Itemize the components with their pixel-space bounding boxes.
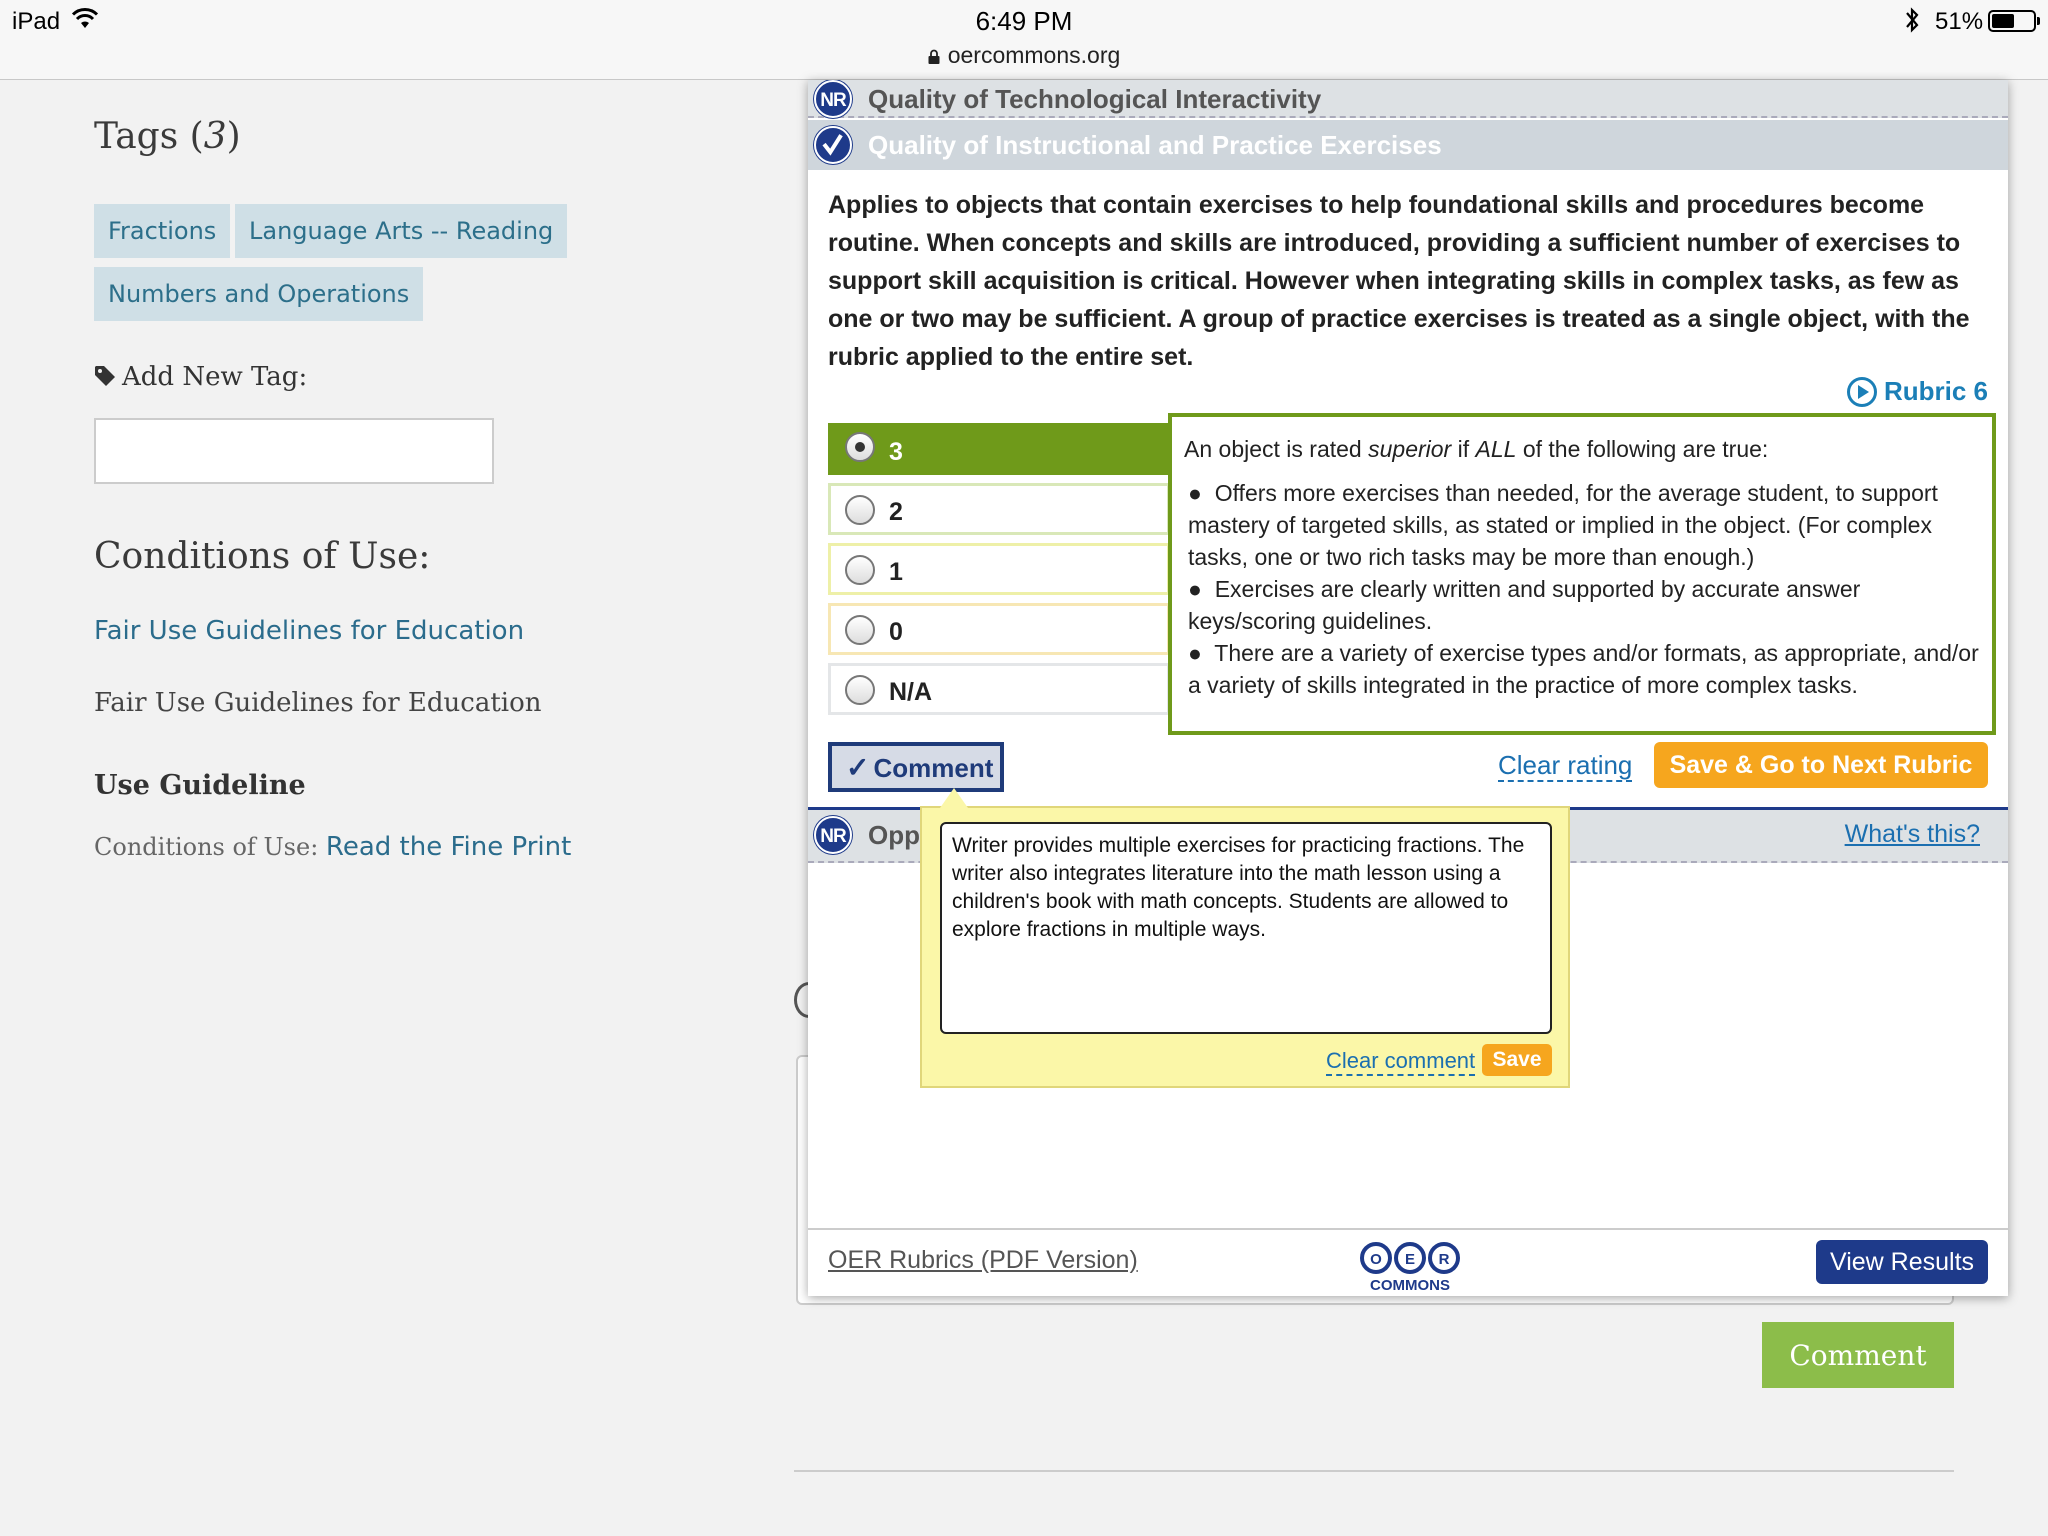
not-rated-badge: NR: [814, 80, 852, 118]
radio-button[interactable]: [845, 675, 875, 705]
rating-option-3[interactable]: 3: [828, 423, 1170, 475]
radio-button[interactable]: [845, 615, 875, 645]
criteria-bullet: ● Exercises are clearly written and supported by accurate answer keys/scoring guidelines.: [1188, 576, 1861, 634]
lock-icon: [928, 49, 940, 64]
rating-option-1[interactable]: 1: [828, 543, 1170, 595]
add-tag-label: Add New Tag:: [94, 362, 307, 392]
rating-option-0[interactable]: 0: [828, 603, 1170, 655]
popover-notch: [940, 788, 968, 808]
rating-option-na[interactable]: N/A: [828, 663, 1170, 715]
add-tag-input[interactable]: [94, 418, 494, 484]
rubric-title-instructional: Quality of Instructional and Practice Exercises: [868, 130, 1442, 160]
logo-letter-o: O: [1370, 1251, 1382, 1268]
conditions-heading: Conditions of Use:: [94, 536, 431, 577]
conditions-of-use-line: Conditions of Use: Read the Fine Print: [94, 832, 572, 862]
clock: 6:49 PM: [975, 6, 1073, 36]
rubric-title-opportunities: Opp: [868, 820, 920, 850]
battery-percent: 51%: [1935, 8, 1984, 35]
play-circle-icon: [1846, 376, 1878, 408]
battery-icon: [1988, 10, 2036, 32]
divider: [794, 1470, 1954, 1472]
fair-use-text: Fair Use Guidelines for Education: [94, 688, 542, 718]
tag-fractions[interactable]: Fractions: [94, 204, 230, 258]
fair-use-link[interactable]: Fair Use Guidelines for Education: [94, 616, 525, 646]
rubric-row-technological[interactable]: [808, 80, 2008, 118]
tags-heading: Tags (3): [94, 116, 241, 157]
modal-footer: [808, 1228, 2008, 1296]
clear-rating-link[interactable]: Clear rating: [1498, 750, 1633, 780]
tags-count: 3: [203, 116, 227, 157]
comment-popover: [920, 806, 1570, 1088]
radio-button[interactable]: [845, 555, 875, 585]
rubric-row-instructional[interactable]: [808, 120, 2008, 170]
rubric-description: Applies to objects that contain exercises to help foundational skills and procedures become routine. When concepts and skills are introduced, providing a sufficient number of exercises to support skill acquisition is critical. However when integrating skills in complex tasks, as few as one or two may be sufficient. A group of practice exercises is treated as a single object, with the rubric applied to the entire set.: [828, 191, 1970, 371]
oer-commons-logo: [1358, 1238, 1462, 1294]
criteria-bullet: ● Offers more exercises than needed, for the average student, to support mastery of targeted skills, as stated or implied in the object. (For complex tasks, one or two rich tasks may be more than enough.): [1188, 480, 1938, 570]
logo-text: COMMONS: [1370, 1277, 1450, 1294]
rubric-title-technological: Quality of Technological Interactivity: [868, 84, 1322, 114]
logo-letter-e: E: [1404, 1251, 1416, 1268]
bluetooth-icon: [1902, 6, 1922, 34]
device-name: iPad: [12, 8, 61, 35]
criteria-intro: An object is rated superior if ALL of the following are true:: [1184, 436, 1769, 462]
rating-option-2[interactable]: 2: [828, 483, 1170, 535]
fine-print-link[interactable]: Read the Fine Print: [325, 832, 572, 862]
rubric-comment-button[interactable]: ✓ Comment: [828, 742, 1004, 792]
address-bar[interactable]: [0, 42, 2048, 69]
criteria-bullet: ● There are a variety of exercise types and/or formats, as appropriate, and/or a variety of skills integrated in the practice of more complex tasks.: [1188, 640, 1979, 698]
page-comment-button[interactable]: Comment: [1762, 1322, 1954, 1388]
radio-button[interactable]: [845, 432, 875, 462]
comment-textarea[interactable]: [940, 822, 1552, 1034]
clear-comment-link[interactable]: Clear comment: [1326, 1048, 1475, 1076]
tag-language-arts-reading[interactable]: Language Arts -- Reading: [235, 204, 567, 258]
checkmark-icon: ✓: [846, 751, 870, 783]
save-next-rubric-button[interactable]: Save & Go to Next Rubric: [1654, 742, 1988, 788]
ios-status-bar: [0, 0, 2048, 80]
save-comment-button[interactable]: Save: [1482, 1044, 1552, 1076]
rubric-criteria-panel: [1168, 413, 1996, 735]
url-text: oercommons.org: [947, 42, 1121, 68]
rubric-modal: [808, 80, 2008, 1296]
not-rated-badge: NR: [814, 816, 852, 854]
use-guideline-heading: Use Guideline: [94, 770, 306, 801]
checkmark-badge-icon: [814, 126, 852, 164]
tag-icon: [94, 365, 116, 387]
view-results-button[interactable]: View Results: [1816, 1240, 1988, 1284]
logo-letter-r: R: [1438, 1251, 1450, 1268]
radio-button[interactable]: [845, 495, 875, 525]
rubric-6-link[interactable]: Rubric 6: [1846, 376, 1988, 408]
tag-numbers-and-operations[interactable]: Numbers and Operations: [94, 267, 423, 321]
rubrics-pdf-link[interactable]: OER Rubrics (PDF Version): [828, 1246, 1138, 1274]
whats-this-link[interactable]: What's this?: [1844, 820, 1980, 848]
